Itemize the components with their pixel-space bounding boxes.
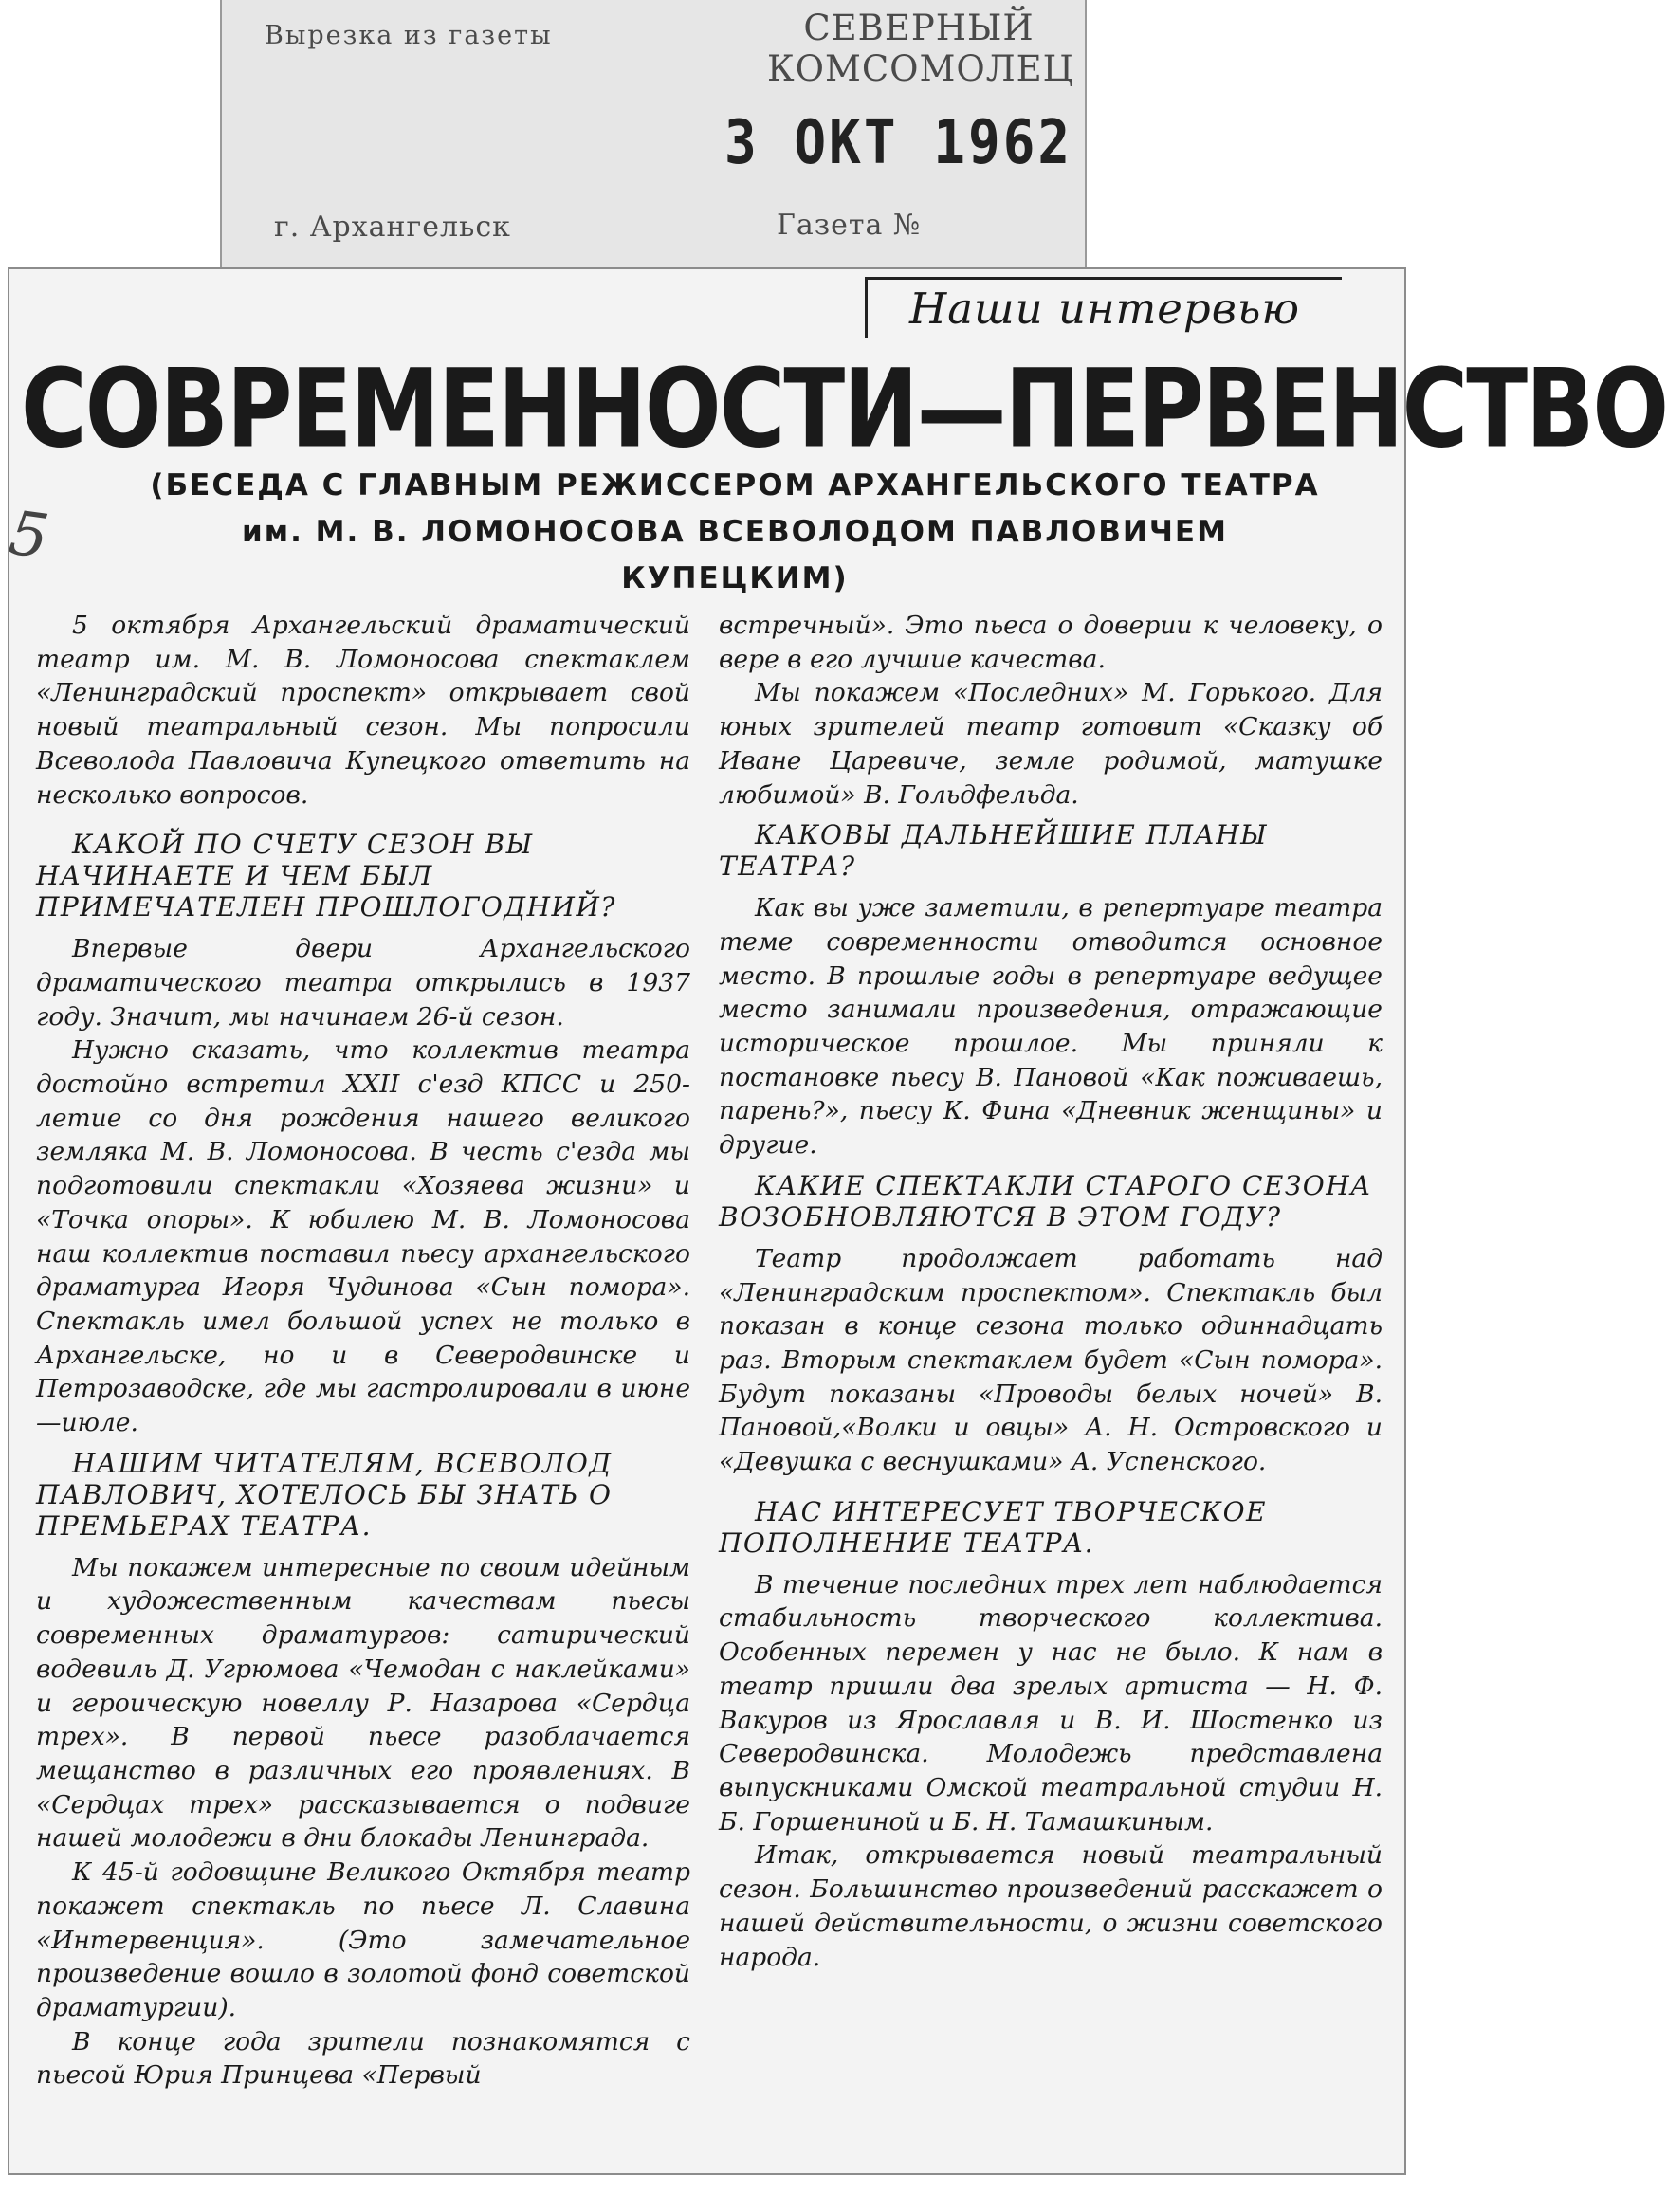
article-subheading xyxy=(104,463,1365,602)
answer-paragraph: К 45-й годовщине Великого Октября театр покажет спектакль по пьесе Л. Славина «Интервенция». (Это замечательное произведение вошло в золотой фонд советской драматургии). xyxy=(36,1857,690,2022)
subhead-line: (БЕСЕДА С ГЛАВНЫМ РЕЖИССЕРОМ АРХАНГЕЛЬСКОГО ТЕАТРА xyxy=(150,468,1320,503)
archive-stamp xyxy=(220,0,1087,267)
intro-paragraph: 5 октября Архангельский драматический театр им. М. В. Ломоносова спектаклем «Ленинградский проспект» открывает свой новый театральный сезон. Мы попросили Всеволода Павловича Купецкого ответить на несколько вопросов. xyxy=(36,611,690,810)
stamp-date: 3 ОКТ 1962 xyxy=(724,107,1073,178)
subhead-line: КУПЕЦКИМ) xyxy=(621,561,849,595)
answer-paragraph: Нужно сказать, что коллектив театра достойно встретил XXII с'езд КПСС и 250-летие со дня рождения нашего великого земляка М. В. Ломоносова. В честь с'езда мы подготовили спектакли «Хозяева жизни» и «Точка опоры». К юбилею М. В. Ломоносова наш коллектив поставил пьесу архангельского драматурга Игоря Чудинова «Сын помора». Спектакль имел большой успех не только в Архангельске, но и в Северодвинске и Петрозаводске, где мы гастролировали в июне—июле. xyxy=(36,1035,690,1438)
answer-paragraph: Итак, открывается новый театральный сезон. Большинство произведений расскажет о нашей действительности, о жизни советского народа. xyxy=(719,1840,1383,1972)
article-headline: СОВРЕМЕННОСТИ—ПЕРВЕНСТВО xyxy=(21,347,1667,472)
question-heading: НАШИМ ЧИТАТЕЛЯМ, ВСЕВОЛОД ПАВЛОВИЧ, ХОТЕЛОСЬ БЫ ЗНАТЬ О ПРЕМЬЕРАХ ТЕАТРА. xyxy=(36,1447,613,1542)
answer-paragraph: Впервые двери Архангельского драматического театра открылись в 1937 году. Значит, мы начинаем 26-й сезон. xyxy=(36,934,690,1032)
answer-paragraph: В течение последних трех лет наблюдается стабильность творческого коллектива. Особенных перемен у нас не было. К нам в театр пришли два зрелых артиста — Н. Ф. Вакуров из Ярославля и В. И. Шостенко из Северодвинска. Молодежь представлена выпускниками Омской театральной студии Н. Б. Горшениной и Б. Н. Тамашкиным. xyxy=(719,1569,1383,1837)
answer-paragraph: Театр продолжает работать над «Ленинградским проспектом». Спектакль был показан в конце сезона только одиннадцать раз. Вторым спектаклем будет «Сын помора». Будут показаны «Проводы белых ночей» В. Пановой,«Волки и овцы» А. Н. Островского и «Девушка с веснушками» А. Успенского. xyxy=(719,1243,1383,1477)
answer-paragraph: Мы покажем «Последних» М. Горького. Для юных зрителей театр готовит «Сказку об Иване Царевиче, земле родимой, матушке любимой» В. Гольдфельда. xyxy=(719,678,1383,810)
right-column xyxy=(719,609,1383,1974)
question-heading: КАКОВЫ ДАЛЬНЕЙШИЕ ПЛАНЫ ТЕАТРА? xyxy=(719,819,1269,883)
answer-paragraph: В конце года зрители познакомятся с пьесой Юрия Принцева «Первый xyxy=(36,2026,690,2091)
answer-paragraph: Как вы уже заметили, в репертуаре театра теме современности отводится основное место. В прошлые годы в репертуаре ведущее место занимали произведения, отражающие историческое прошлое. Мы приняли к постановке пьесу В. Пановой «Как поживаешь, парень?», пьесу К. Фина «Дневник женщины» и другие. xyxy=(719,893,1383,1161)
subhead-line: им. М. В. ЛОМОНОСОВА ВСЕВОЛОДОМ ПАВЛОВИЧЕМ xyxy=(242,515,1228,549)
handwritten-page-mark: 5 xyxy=(5,498,53,574)
left-column xyxy=(36,609,690,2093)
stamp-city: г. Архангельск xyxy=(274,210,511,244)
question-heading: КАКОЙ ПО СЧЕТУ СЕЗОН ВЫ НАЧИНАЕТЕ И ЧЕМ БЫЛ ПРИМЕЧАТЕЛЕН ПРОШЛОГОДНИЙ? xyxy=(36,829,616,923)
stamp-issue-label: Газета № xyxy=(777,209,922,242)
question-heading: НАС ИНТЕРЕСУЕТ ТВОРЧЕСКОЕ ПОПОЛНЕНИЕ ТЕАТРА. xyxy=(719,1495,1267,1559)
rubric-label: Наши интервью xyxy=(865,277,1342,338)
stamp-cut-label: Вырезка из газеты xyxy=(265,21,553,50)
question-heading: КАКИЕ СПЕКТАКЛИ СТАРОГО СЕЗОНА ВОЗОБНОВЛЯЮТСЯ В ЭТОМ ГОДУ? xyxy=(719,1169,1372,1233)
stamp-paper-name: СЕВЕРНЫЙ КОМСОМОЛЕЦ xyxy=(767,8,1074,89)
continued-paragraph: встречный». Это пьеса о доверии к человеку, о вере в его лучшие качества. xyxy=(719,611,1383,674)
answer-paragraph: Мы покажем интересные по своим идейным и художественным качествам пьесы современных драматургов: сатирический водевиль Д. Угрюмова «Чемодан с наклейками» и героическую новеллу Р. Назарова «Сердца трех». В первой пьесе разоблачается мещанство в различных его проявлениях. В «Сердцах трех» рассказывается о подвиге нашей молодежи в дни блокады Ленинграда. xyxy=(36,1552,690,1854)
